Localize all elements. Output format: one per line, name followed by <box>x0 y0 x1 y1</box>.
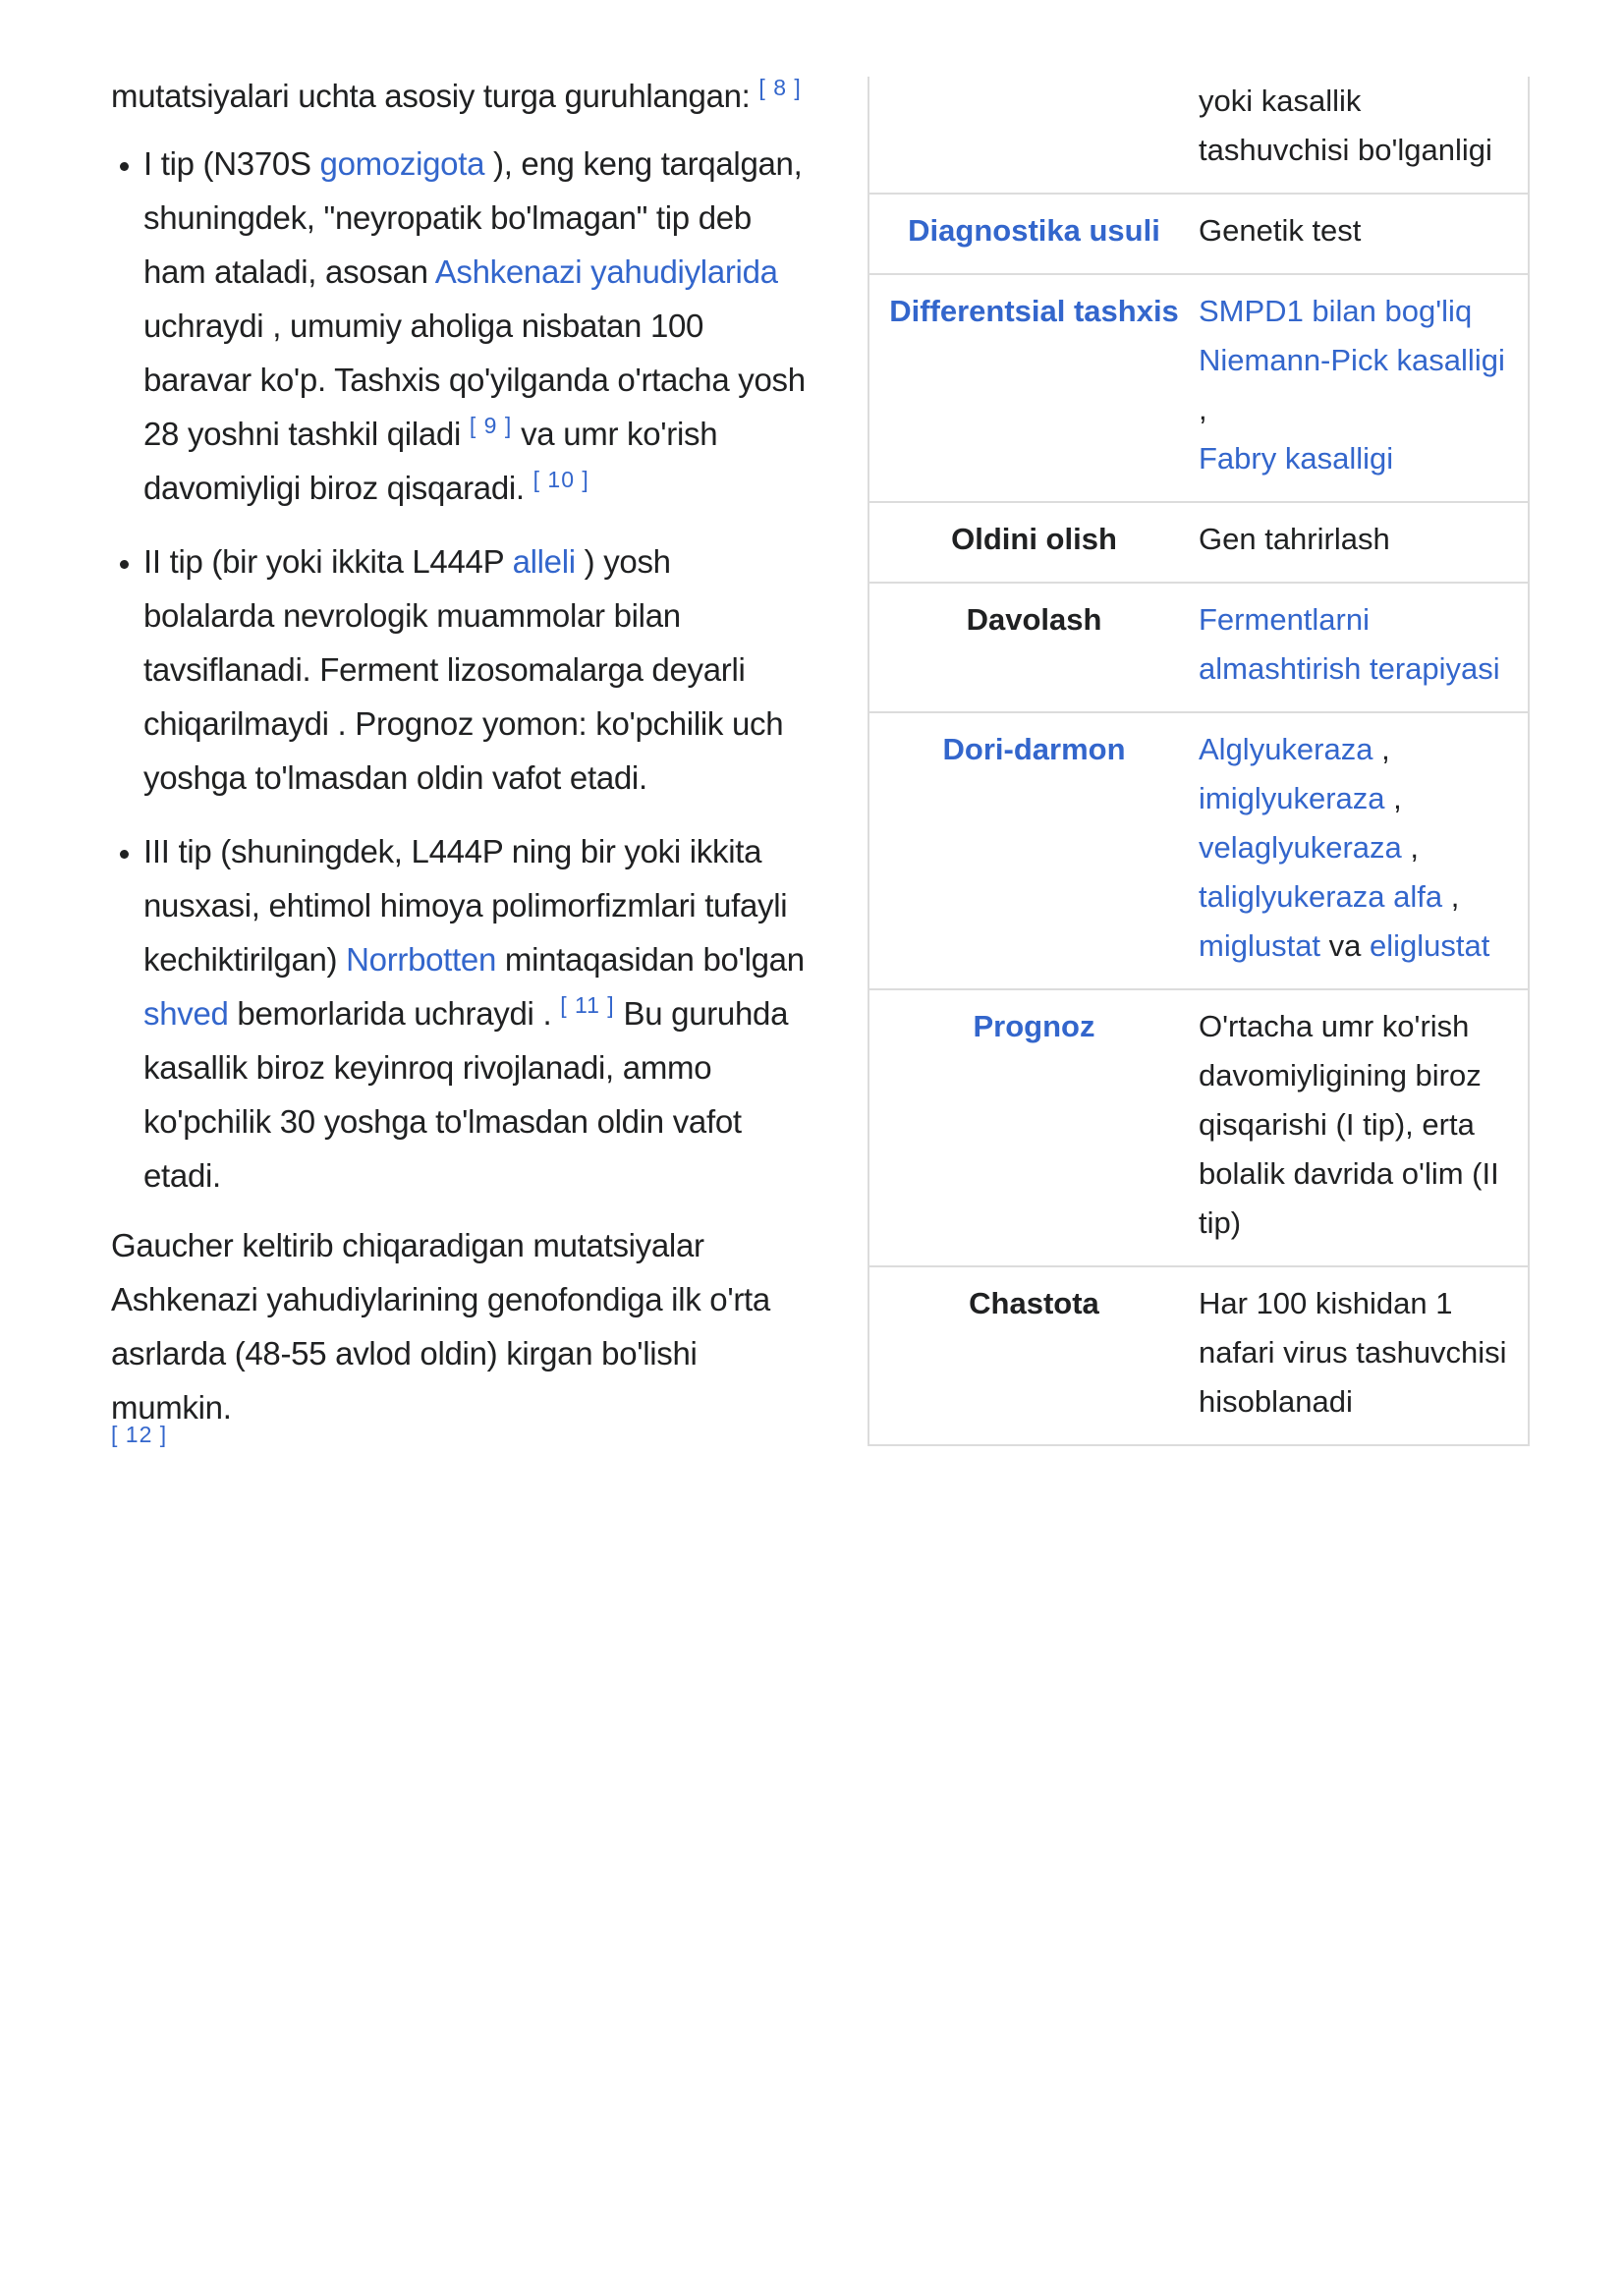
infobox-label-davolash: Davolash <box>966 602 1102 637</box>
infobox-label-diagnostika[interactable]: Diagnostika usuli <box>908 213 1160 248</box>
list-item-type-1: • I tip (N370S gomozigota ), eng keng tarqalgan, shuningdek, "neyropatik bo'lmagan" tip deb ham ataladi, asosan Ashkenazi yahudiylarida uchraydi , umumiy aholiga nisbatan 100 baravar ko'p. Tashxis qo'yilganda o'rtacha yosh 28 yoshni tashkil qiladi [ 9 ] va umr ko'rish davomiyligi biroz qisqaradi. [ 10 ] <box>143 137 809 515</box>
citation-10[interactable]: [ 10 ] <box>532 467 589 492</box>
link-ashkenazi[interactable]: Ashkenazi yahudiylarida <box>434 253 778 290</box>
citation-12[interactable]: [ 12 ] <box>111 1422 168 1447</box>
infobox-label-oldini: Oldini olish <box>951 522 1117 556</box>
link-fermentlarni[interactable]: Fermentlarni almashtirish terapiyasi <box>1199 602 1500 686</box>
infobox-row-prognoz <box>869 988 1528 1265</box>
link-taliglyukeraza[interactable]: taliglyukeraza alfa <box>1199 879 1443 914</box>
infobox-value-chastota: Har 100 kishidan 1 nafari virus tashuvchisi hisoblanadi <box>1199 1286 1507 1419</box>
infobox-row-oldini <box>869 501 1528 582</box>
link-alleli[interactable]: alleli <box>512 543 576 580</box>
infobox-label-differentsial[interactable]: Differentsial tashxis <box>889 294 1179 328</box>
link-norrbotten[interactable]: Norrbotten <box>346 941 497 978</box>
link-gomozigota[interactable]: gomozigota <box>319 145 485 182</box>
link-fabry[interactable]: Fabry kasalligi <box>1199 441 1394 476</box>
link-shved[interactable]: shved <box>143 995 229 1032</box>
infobox-label-prognoz[interactable]: Prognoz <box>973 1009 1095 1043</box>
infobox-value-dori: Alglyukeraza , imiglyukeraza , velaglyukeraza , taliglyukeraza alfa , miglustat va eliglustat <box>1199 732 1490 963</box>
citation-8[interactable]: [ 8 ] <box>758 75 802 100</box>
link-miglustat[interactable]: miglustat <box>1199 928 1321 963</box>
citation-11[interactable]: [ 11 ] <box>560 992 615 1018</box>
infobox-label-chastota: Chastota <box>969 1286 1099 1320</box>
infobox <box>868 77 1530 1446</box>
types-list <box>111 137 809 1203</box>
link-alglyukeraza[interactable]: Alglyukeraza <box>1199 732 1373 766</box>
infobox-top-value: yoki kasallik tashuvchisi bo'lganligi <box>1199 84 1492 167</box>
list-item-type-2: • II tip (bir yoki ikkita L444P alleli ) yosh bolalarda nevrologik muammolar bilan tavsiflanadi. Ferment lizosomalarga deyarli chiqarilmaydi . Prognoz yomon: ko'pchilik uch yoshga to'lmasdan oldin vafot etadi. <box>143 534 809 805</box>
infobox-row-differentsial <box>869 273 1528 501</box>
closing-paragraph: Gaucher keltirib chiqaradigan mutatsiyalar Ashkenazi yahudiylarining genofondiga ilk o'rta asrlarda (48-55 avlod oldin) kirgan bo'lishi mumkin. [ 12 ] <box>111 1227 770 1447</box>
infobox-row-dori <box>869 711 1528 988</box>
intro-paragraph: mutatsiyalari uchta asosiy turga guruhlangan: [ 8 ] <box>111 75 802 114</box>
article-body <box>111 69 809 1488</box>
link-niemann-pick[interactable]: SMPD1 bilan bog'liq Niemann-Pick kasalligi <box>1199 294 1505 377</box>
infobox-value-prognoz: O'rtacha umr ko'rish davomiyligining biroz qisqarishi (I tip), erta bolalik davrida o'lim (II tip) <box>1199 1009 1499 1240</box>
link-eliglustat[interactable]: eliglustat <box>1370 928 1490 963</box>
link-velaglyukeraza[interactable]: velaglyukeraza <box>1199 830 1402 865</box>
infobox-value-diagnostika: Genetik test <box>1199 213 1362 248</box>
infobox-row-top <box>869 77 1528 193</box>
infobox-row-diagnostika <box>869 193 1528 273</box>
infobox-label-dori[interactable]: Dori-darmon <box>942 732 1126 766</box>
infobox-value-davolash <box>1199 584 1528 711</box>
infobox-row-davolash <box>869 582 1528 711</box>
infobox-row-chastota <box>869 1265 1528 1444</box>
citation-9[interactable]: [ 9 ] <box>469 413 513 438</box>
infobox-value-oldini: Gen tahrirlash <box>1199 522 1390 556</box>
infobox-value-differentsial: SMPD1 bilan bog'liq Niemann-Pick kasalligi , Fabry kasalligi <box>1199 294 1505 476</box>
link-imiglyukeraza[interactable]: imiglyukeraza <box>1199 781 1385 815</box>
list-item-type-3: • III tip (shuningdek, L444P ning bir yoki ikkita nusxasi, ehtimol himoya polimorfizmlari tufayli kechiktirilgan) Norrbotten mintaqasidan bo'lgan shved bemorlarida uchraydi . [ 11 ] Bu guruhda kasallik biroz keyinroq rivojlanadi, ammo ko'pchilik 30 yoshga to'lmasdan oldin vafot etadi. <box>143 824 809 1203</box>
